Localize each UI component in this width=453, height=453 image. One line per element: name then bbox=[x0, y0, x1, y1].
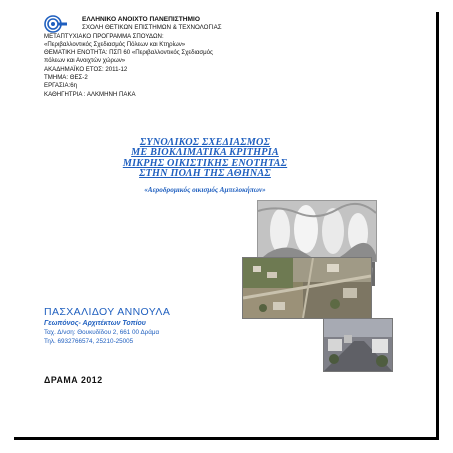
academic-year: ΑΚΑΔΗΜΑΪΚΟ ΕΤΟΣ: 2011-12 bbox=[44, 65, 128, 73]
document-subtitle: «Αεροδρομικός οικισμός Αμπελοκήπων» bbox=[144, 186, 266, 194]
university-name: ΕΛΛΗΝΙΚΟ ΑΝΟΙΧΤΟ ΠΑΝΕΠΙΣΤΗΜΙΟ bbox=[82, 16, 200, 23]
author-address: Ταχ. Δ/νση: Θουκυδίδου 2, 661 00 Δράμα bbox=[44, 329, 160, 336]
unit-line-2: πόλεων και Ανοιχτών χώρων» bbox=[44, 57, 126, 65]
title-line-1: ΣΥΝΟΛΙΚΟΣ ΣΧΕΔΙΑΣΜΟΣ bbox=[139, 137, 271, 148]
section: ΤΜΗΜΑ: ΘΕΣ-2 bbox=[44, 74, 88, 82]
school-name: ΣΧΟΛΗ ΘΕΤΙΚΩΝ ΕΠΙΣΤΗΜΩΝ & ΤΕΧΝΟΛΟΓΙΑΣ bbox=[82, 24, 222, 32]
relief-sculpture-photo bbox=[257, 200, 377, 262]
author-phone: Τηλ. 6932766574, 25210-25005 bbox=[44, 338, 134, 345]
document-title bbox=[105, 138, 305, 180]
author-name: ΠΑΣΧΑΛΙΔΟΥ ΑΝΝΟΥΛΑ bbox=[44, 306, 171, 318]
program-name: «Περιβαλλοντικός Σχεδιασμός Πόλεων και Κτηρίων» bbox=[44, 40, 186, 48]
unit-line-1: ΘΕΜΑΤΙΚΗ ΕΝΟΤΗΤΑ: ΠΣΠ 60 «Περιβαλλοντικός Σχεδιασμός bbox=[44, 49, 213, 57]
frame-right-line bbox=[436, 12, 439, 440]
place-and-year: ΔΡΑΜΑ 2012 bbox=[44, 375, 103, 385]
title-line-4: ΣΤΗΝ ΠΟΛΗ ΤΗΣ ΑΘΗΝΑΣ bbox=[139, 168, 271, 180]
assignment: ΕΡΓΑΣΙΑ:6η bbox=[44, 82, 77, 90]
author-role: Γεωπόνος- Αρχιτέκτων Τοπίου bbox=[44, 320, 146, 327]
title-line-2: ΜΕ ΒΙΟΚΛΙΜΑΤΙΚΑ ΚΡΙΤΗΡΙΑ bbox=[131, 147, 279, 159]
aerial-neighborhood-photo bbox=[242, 257, 372, 319]
professor: ΚΑΘΗΓΗΤΡΙΑ : ΑΛΚΜΗΝΗ ΠΑΚΑ bbox=[44, 90, 136, 98]
program-label: ΜΕΤΑΠΤΥΧΙΑΚΟ ΠΡΟΓΡΑΜΜΑ ΣΠΟΥΔΩΝ: bbox=[44, 32, 164, 40]
title-line-3: ΜΙΚΡΗΣ ΟΙΚΙΣΤΙΚΗΣ ΕΝΟΤΗΤΑΣ bbox=[122, 157, 288, 169]
settlement-street-photo bbox=[323, 318, 393, 372]
frame-bottom-line bbox=[14, 437, 439, 440]
header-block bbox=[44, 16, 222, 99]
author-block bbox=[44, 306, 170, 345]
